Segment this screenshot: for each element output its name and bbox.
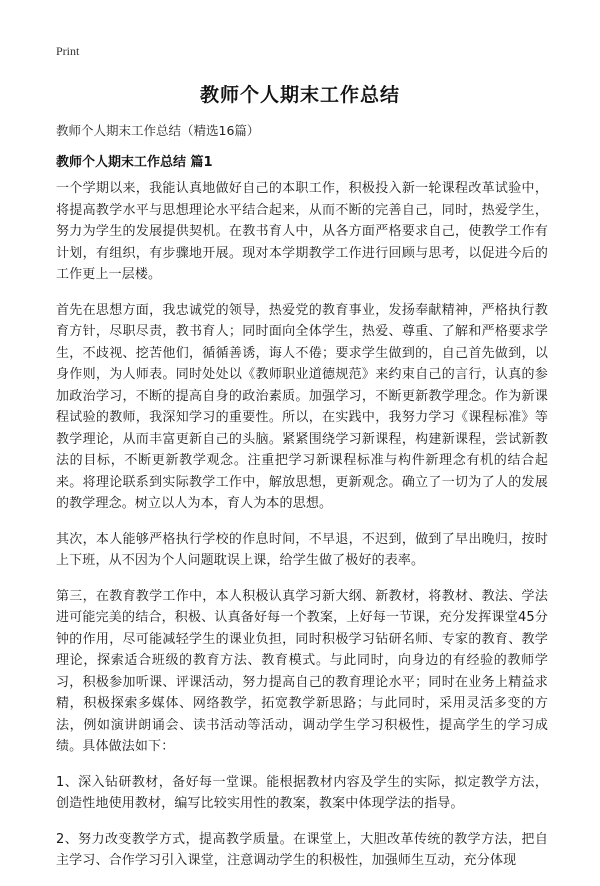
print-label: Print xyxy=(56,44,80,58)
paragraph-teaching: 第三，在教育教学工作中，本人积极认真学习新大纲、新教材，将教材、教法、学法进可能完美的结合，积极、认真备好每一个教案，上好每一节课，充分发挥课堂45分钟的作用，尽可能减轻学生的课业负担，同时积极学习钻研名师、专家的教育、教学理论，探索适合班级的教育方法、教育模式。与此同时，向身边的有经验的教师学习，积极参加听课、评课活动，努力提高自己的教育理论水平；同时在业务上精益求精，积极探索多媒体、网络教学，拓宽教学新思路；与此同时，采用灵活多变的方法，例如演讲朗诵会、读书活动等活动，调动学生学习积极性，提高学生的学习成绩。具体做法如下： xyxy=(56,588,548,754)
body-text xyxy=(56,178,548,886)
paragraph-item-2: 2、努力改变教学方式，提高教学质量。在课堂上，大胆改革传统的教学方法，把自主学习、合作学习引入课堂，注意调动学生的积极性，加强师生互动，充分体现 xyxy=(56,831,548,868)
paragraph-item-1: 1、深入钻研教材，备好每一堂课。能根据教材内容及学生的实际，拟定教学方法，创造性地使用教材，编写比较实用性的教案，教案中体现学法的指导。 xyxy=(56,774,548,811)
paragraph-thought: 首先在思想方面，我忠诚党的领导，热爱党的教育事业，发扬奉献精神，严格执行教育方针，尽职尽责，教书育人；同时面向全体学生，热爱、尊重、了解和严格要求学生，不歧视、挖苦他们，循循善诱，诲人不倦；要求学生做到的，自己首先做到，以身作则，为人师表。同时处处以《教师职业道德规范》来约束自己的言行，认真的参加政治学习，不断的提高自身的政治素质。加强学习，不断更新教学理念。作为新课程试验的教师，我深知学习的重要性。所以，在实践中，我努力学习《课程标准》等教学理论，从而丰富更新自己的头脑。紧紧围绕学习新课程，构建新课程，尝试新教法的目标，不断更新教学观念。注重把学习新课程标准与构件新理念有机的结合起来。将理论联系到实际教学工作中，解放思想，更新观念。确立了一切为了人的发展的教学理念。树立以人为本，育人为本的思想。 xyxy=(56,302,548,511)
document-title: 教师个人期末工作总结 xyxy=(199,84,400,106)
paragraph-attendance: 其次，本人能够严格执行学校的作息时间，不早退，不迟到，做到了早出晚归，按时上下班，从不因为个人问题耽误上课，给学生做了极好的表率。 xyxy=(56,531,548,568)
paragraph-intro: 一个学期以来，我能认真地做好自己的本职工作，积极投入新一轮课程改革试验中，将提高教学水平与思想理论水平结合起来，从而不断的完善自己，同时，热爱学生，努力为学生的发展提供契机。在教书育人中，从各方面严格要求自己，使教学工作有计划，有组织，有步骤地开展。现对本学期教学工作进行回顾与思考，以促进今后的工作更上一层楼。 xyxy=(56,181,548,282)
document-subtitle: 教师个人期末工作总结（精选16篇） xyxy=(56,123,260,138)
section-heading: 教师个人期末工作总结 篇1 xyxy=(56,155,213,170)
